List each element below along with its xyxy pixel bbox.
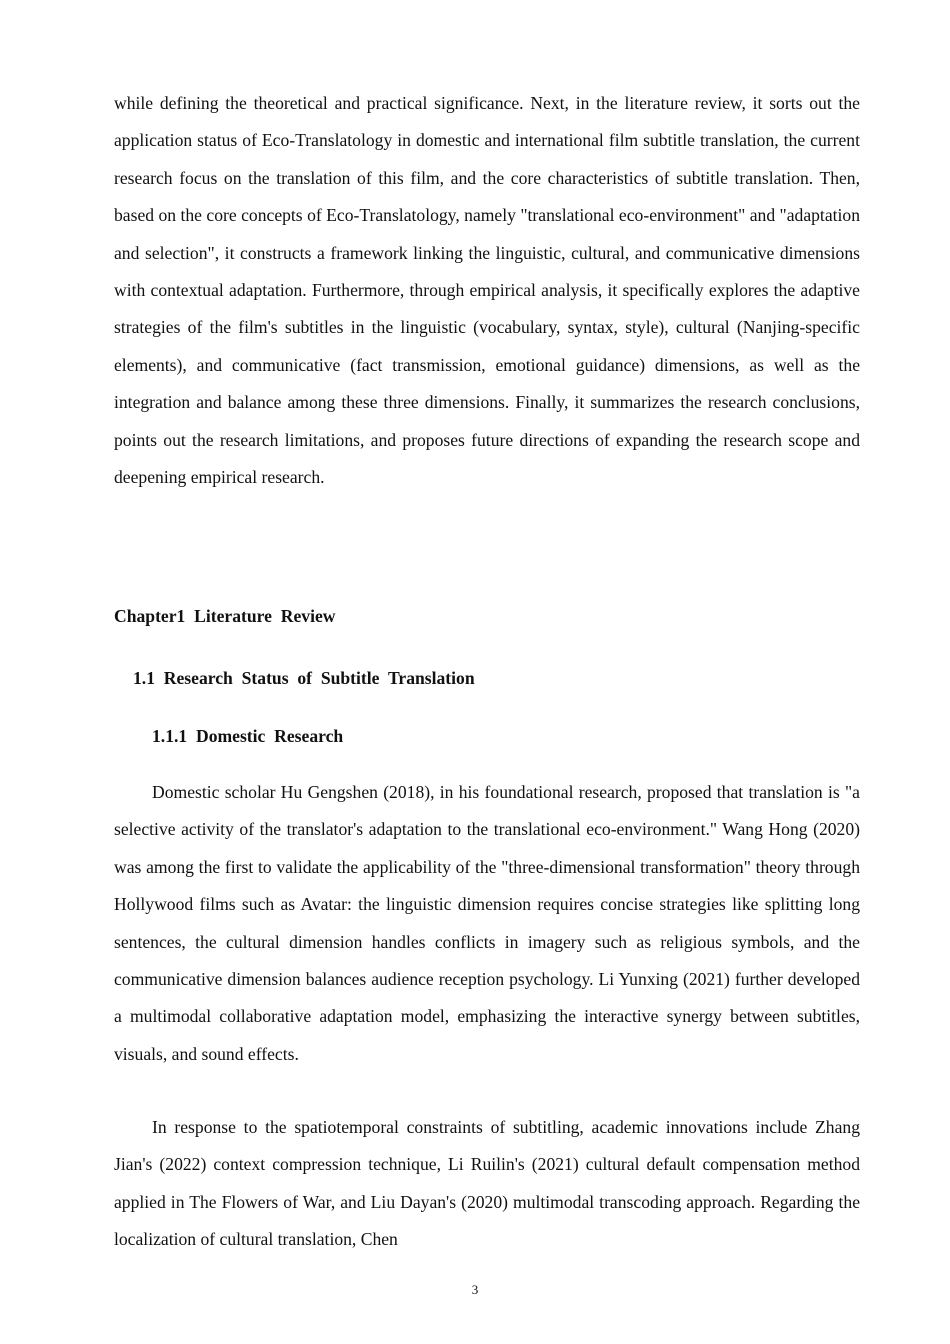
section-heading: 1.1 Research Status of Subtitle Translation (133, 668, 475, 688)
chapter-heading: Chapter1 Literature Review (114, 606, 336, 626)
domestic-research-paragraph-1: Domestic scholar Hu Gengshen (2018), in his foundational research, proposed that translation is "a selective activity of the translator's adaptation to the translational eco-environment." Wang Hong (2020) was among the first to validate the applicability of the "three-dimensional transformation" theory through Hollywood films such as Avatar: the linguistic dimension requires concise strategies like splitting long sentences, the cultural dimension handles conflicts in imagery such as religious symbols, and the communicative dimension balances audience reception psychology. Li Yunxing (2021) further developed a multimodal collaborative adaptation model, emphasizing the interactive synergy between subtitles, visuals, and sound effects. (114, 782, 860, 1064)
continued-paragraph: while defining the theoretical and practical significance. Next, in the literature review, it sorts out the application status of Eco-Translatology in domestic and international film subtitle translation, the current research focus on the translation of this film, and the core characteristics of subtitle translation. Then, based on the core concepts of Eco-Translatology, namely "translational eco-environment" and "adaptation and selection", it constructs a framework linking the linguistic, cultural, and communicative dimensions with contextual adaptation. Furthermore, through empirical analysis, it specifically explores the adaptive strategies of the film's subtitles in the linguistic (vocabulary, syntax, style), cultural (Nanjing-specific elements), and communicative (fact transmission, emotional guidance) dimensions, as well as the integration and balance among these three dimensions. Finally, it summarizes the research conclusions, points out the research limitations, and proposes future directions of expanding the research scope and deepening empirical research. (114, 93, 860, 488)
page-number: 3 (471, 1282, 479, 1297)
subsection-heading: 1.1.1 Domestic Research (152, 726, 344, 746)
domestic-research-paragraph-2: In response to the spatiotemporal constraints of subtitling, academic innovations include Zhang Jian's (2022) context compression technique, Li Ruilin's (2021) cultural default compensation method applied in The Flowers of War, and Liu Dayan's (2020) multimodal transcoding approach. Regarding the localization of cultural translation, Chen (114, 1117, 860, 1250)
